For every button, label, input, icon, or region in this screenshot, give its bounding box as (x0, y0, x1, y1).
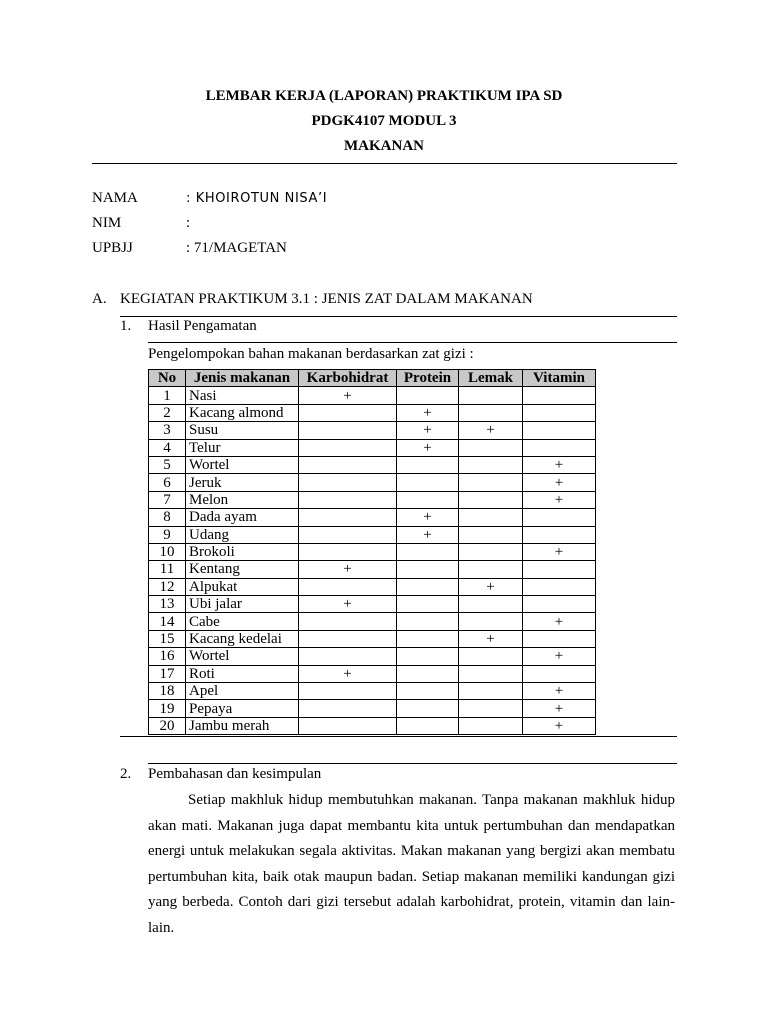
item2-number: 2. (120, 766, 132, 782)
cell-food-name: Susu (186, 422, 299, 439)
cell-karbohidrat (299, 439, 397, 456)
cell-karbohidrat (299, 509, 397, 526)
section-a-rule (120, 316, 677, 317)
cell-karbohidrat (299, 717, 397, 734)
cell-protein: + (397, 422, 459, 439)
cell-no: 4 (149, 439, 186, 456)
cell-protein (397, 648, 459, 665)
cell-protein (397, 578, 459, 595)
cell-vitamin (523, 665, 596, 682)
cell-lemak (459, 404, 523, 421)
cell-vitamin: + (523, 456, 596, 473)
cell-lemak (459, 509, 523, 526)
header-karbohidrat: Karbohidrat (299, 370, 397, 387)
cell-lemak (459, 700, 523, 717)
conclusion-paragraph (148, 788, 675, 942)
cell-food-name: Jambu merah (186, 717, 299, 734)
cell-food-name: Brokoli (186, 543, 299, 560)
cell-protein: + (397, 439, 459, 456)
header-vitamin: Vitamin (523, 370, 596, 387)
cell-protein (397, 665, 459, 682)
cell-vitamin (523, 422, 596, 439)
cell-karbohidrat (299, 422, 397, 439)
cell-no: 2 (149, 404, 186, 421)
nama-label: NAMA (92, 190, 138, 206)
cell-food-name: Telur (186, 439, 299, 456)
cell-protein (397, 596, 459, 613)
cell-lemak (459, 387, 523, 404)
cell-no: 13 (149, 596, 186, 613)
cell-protein (397, 613, 459, 630)
cell-no: 19 (149, 700, 186, 717)
table-row (149, 596, 596, 613)
header-lemak: Lemak (459, 370, 523, 387)
header-protein: Protein (397, 370, 459, 387)
cell-food-name: Udang (186, 526, 299, 543)
cell-food-name: Wortel (186, 456, 299, 473)
module-code: PDGK4107 MODUL 3 (311, 113, 457, 129)
table-row (149, 491, 596, 508)
table-row (149, 474, 596, 491)
cell-no: 3 (149, 422, 186, 439)
item1-rule (148, 342, 677, 343)
cell-vitamin: + (523, 613, 596, 630)
conclusion-text: Setiap makhluk hidup membutuhkan makanan. Tanpa makanan makhluk hidup akan mati. Makanan juga dapat membantu kita untuk pertumbuhan dan mendapatkan energi untuk melakukan segala aktivitas. Makan makanan yang bergizi akan membatu pertumbuhan kita, baik otak maupun badan. Setiap makanan memiliki kandungan gizi yang berbeda. Contoh dari gizi tersebut adalah karbohidrat, protein, vitamin dan lain-lain. (148, 792, 675, 936)
cell-food-name: Dada ayam (186, 509, 299, 526)
document-title: LEMBAR KERJA (LAPORAN) PRAKTIKUM IPA SD (205, 88, 563, 104)
table-row (149, 439, 596, 456)
cell-lemak (459, 526, 523, 543)
cell-lemak (459, 474, 523, 491)
cell-vitamin: + (523, 648, 596, 665)
cell-vitamin: + (523, 543, 596, 560)
table-row (149, 683, 596, 700)
item1-number: 1. (120, 318, 132, 334)
cell-lemak (459, 596, 523, 613)
cell-lemak: + (459, 422, 523, 439)
table-bottom-rule (120, 736, 677, 737)
cell-protein (397, 474, 459, 491)
cell-food-name: Ubi jalar (186, 596, 299, 613)
cell-vitamin (523, 561, 596, 578)
cell-karbohidrat: + (299, 387, 397, 404)
header-jenis-makanan: Jenis makanan (186, 370, 299, 387)
section-a-marker: A. (92, 291, 107, 307)
cell-food-name: Kacang kedelai (186, 630, 299, 647)
cell-lemak (459, 543, 523, 560)
table-row (149, 561, 596, 578)
cell-karbohidrat (299, 404, 397, 421)
table-row (149, 422, 596, 439)
cell-lemak: + (459, 578, 523, 595)
cell-protein (397, 456, 459, 473)
cell-food-name: Melon (186, 491, 299, 508)
item1-title: Hasil Pengamatan (148, 318, 257, 334)
cell-food-name: Apel (186, 683, 299, 700)
header-divider (92, 163, 677, 164)
cell-karbohidrat (299, 683, 397, 700)
cell-lemak (459, 648, 523, 665)
cell-karbohidrat: + (299, 665, 397, 682)
item2-rule (148, 763, 677, 764)
cell-food-name: Jeruk (186, 474, 299, 491)
table-row (149, 665, 596, 682)
cell-no: 1 (149, 387, 186, 404)
cell-lemak (459, 665, 523, 682)
cell-karbohidrat (299, 543, 397, 560)
cell-lemak: + (459, 630, 523, 647)
cell-vitamin: + (523, 491, 596, 508)
cell-protein (397, 561, 459, 578)
cell-protein (397, 491, 459, 508)
cell-no: 12 (149, 578, 186, 595)
cell-protein (397, 543, 459, 560)
cell-no: 16 (149, 648, 186, 665)
cell-no: 20 (149, 717, 186, 734)
cell-vitamin (523, 387, 596, 404)
header-no: No (149, 370, 186, 387)
cell-no: 14 (149, 613, 186, 630)
cell-no: 5 (149, 456, 186, 473)
nim-label: NIM (92, 215, 122, 231)
cell-karbohidrat (299, 474, 397, 491)
cell-vitamin (523, 439, 596, 456)
cell-vitamin: + (523, 683, 596, 700)
cell-lemak (459, 683, 523, 700)
table-row (149, 700, 596, 717)
cell-protein (397, 630, 459, 647)
table-row (149, 648, 596, 665)
cell-lemak (459, 561, 523, 578)
cell-vitamin: + (523, 717, 596, 734)
cell-food-name: Nasi (186, 387, 299, 404)
cell-protein: + (397, 404, 459, 421)
cell-no: 10 (149, 543, 186, 560)
cell-protein (397, 387, 459, 404)
table-body (149, 387, 596, 735)
cell-vitamin (523, 596, 596, 613)
table-row (149, 456, 596, 473)
cell-food-name: Kentang (186, 561, 299, 578)
cell-no: 18 (149, 683, 186, 700)
cell-karbohidrat (299, 648, 397, 665)
cell-no: 9 (149, 526, 186, 543)
cell-karbohidrat: + (299, 561, 397, 578)
upbjj-value: : 71/MAGETAN (186, 240, 287, 256)
cell-vitamin (523, 630, 596, 647)
table-row (149, 717, 596, 734)
cell-vitamin (523, 578, 596, 595)
table-header-row (149, 370, 596, 387)
cell-food-name: Roti (186, 665, 299, 682)
table-row (149, 509, 596, 526)
item2-title: Pembahasan dan kesimpulan (148, 766, 322, 782)
cell-food-name: Wortel (186, 648, 299, 665)
cell-no: 11 (149, 561, 186, 578)
cell-protein (397, 700, 459, 717)
cell-protein: + (397, 509, 459, 526)
module-topic: MAKANAN (344, 138, 424, 154)
cell-no: 6 (149, 474, 186, 491)
cell-vitamin (523, 526, 596, 543)
table-caption: Pengelompokan bahan makanan berdasarkan zat gizi : (148, 346, 474, 362)
cell-karbohidrat: + (299, 596, 397, 613)
table-row (149, 613, 596, 630)
cell-protein: + (397, 526, 459, 543)
cell-food-name: Kacang almond (186, 404, 299, 421)
table-row (149, 578, 596, 595)
cell-no: 7 (149, 491, 186, 508)
table-row (149, 630, 596, 647)
upbjj-label: UPBJJ (92, 240, 133, 256)
cell-protein (397, 717, 459, 734)
cell-karbohidrat (299, 491, 397, 508)
cell-food-name: Cabe (186, 613, 299, 630)
cell-vitamin: + (523, 474, 596, 491)
cell-food-name: Alpukat (186, 578, 299, 595)
cell-lemak (459, 439, 523, 456)
cell-lemak (459, 456, 523, 473)
nim-value: : (186, 215, 191, 231)
cell-no: 8 (149, 509, 186, 526)
cell-karbohidrat (299, 613, 397, 630)
table-row (149, 526, 596, 543)
cell-karbohidrat (299, 456, 397, 473)
table-row (149, 404, 596, 421)
cell-lemak (459, 491, 523, 508)
cell-karbohidrat (299, 630, 397, 647)
cell-food-name: Pepaya (186, 700, 299, 717)
cell-vitamin (523, 509, 596, 526)
cell-karbohidrat (299, 700, 397, 717)
cell-karbohidrat (299, 578, 397, 595)
table-row (149, 543, 596, 560)
nama-value: : KHOIROTUN NISA’I (186, 191, 328, 206)
cell-lemak (459, 717, 523, 734)
cell-vitamin: + (523, 700, 596, 717)
cell-protein (397, 683, 459, 700)
section-a-title: KEGIATAN PRAKTIKUM 3.1 : JENIS ZAT DALAM MAKANAN (120, 291, 533, 307)
cell-karbohidrat (299, 526, 397, 543)
cell-vitamin (523, 404, 596, 421)
table-row (149, 387, 596, 404)
nutrition-table (148, 369, 596, 735)
cell-no: 15 (149, 630, 186, 647)
cell-lemak (459, 613, 523, 630)
cell-no: 17 (149, 665, 186, 682)
